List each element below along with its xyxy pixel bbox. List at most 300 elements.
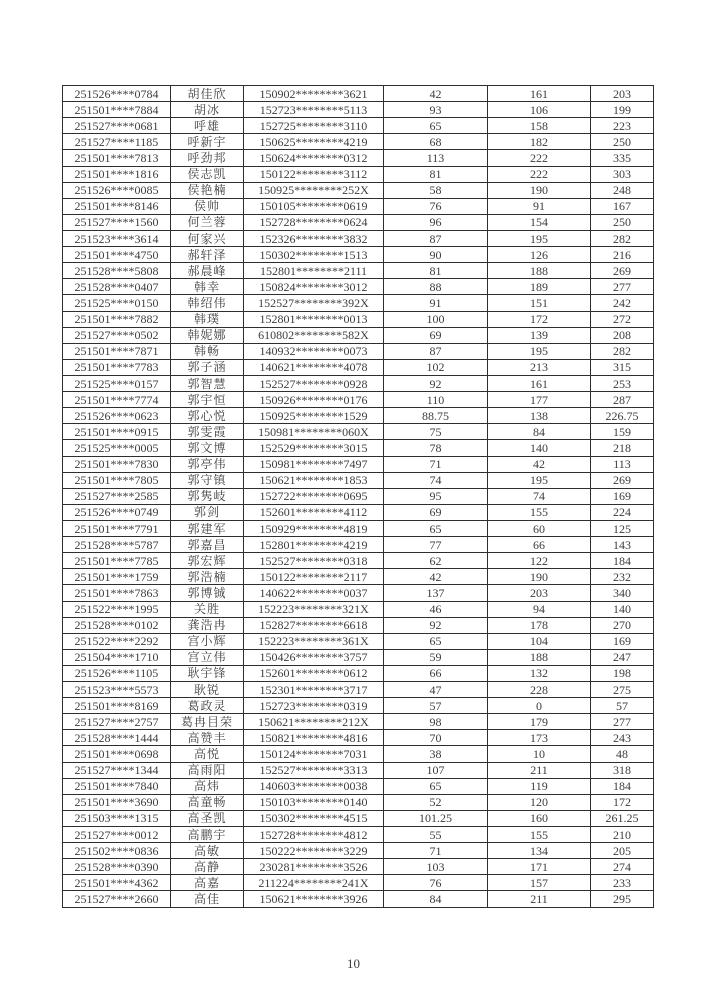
- id-number-cell: 152527********0928: [244, 375, 384, 391]
- table-row: [63, 794, 654, 810]
- id-number-cell: 150981********060X: [244, 424, 384, 440]
- score-b-cell: 177: [488, 392, 591, 408]
- score-b-cell: 161: [488, 86, 591, 102]
- score-a-cell: 107: [384, 762, 488, 778]
- total-score-cell: 250: [591, 134, 654, 150]
- table-row: [63, 875, 654, 891]
- id-number-cell: 152527********392X: [244, 295, 384, 311]
- total-score-cell: 198: [591, 665, 654, 681]
- score-a-cell: 46: [384, 601, 488, 617]
- score-b-cell: 179: [488, 714, 591, 730]
- name-cell: 郭文博: [171, 440, 244, 456]
- score-b-cell: 160: [488, 810, 591, 826]
- name-cell: 高童畅: [171, 794, 244, 810]
- table-row: [63, 456, 654, 472]
- score-b-cell: 222: [488, 166, 591, 182]
- candidate-id-cell: 251527****1560: [63, 214, 171, 230]
- total-score-cell: 184: [591, 553, 654, 569]
- id-number-cell: 152601********0612: [244, 665, 384, 681]
- table-row: [63, 537, 654, 553]
- candidate-id-cell: 251527****2585: [63, 488, 171, 504]
- score-a-cell: 65: [384, 633, 488, 649]
- table-row: [63, 279, 654, 295]
- total-score-cell: 248: [591, 182, 654, 198]
- table-row: [63, 843, 654, 859]
- score-a-cell: 87: [384, 343, 488, 359]
- score-b-cell: 154: [488, 214, 591, 230]
- score-b-cell: 178: [488, 617, 591, 633]
- name-cell: 郭建军: [171, 520, 244, 536]
- score-b-cell: 158: [488, 118, 591, 134]
- score-b-cell: 228: [488, 682, 591, 698]
- candidate-id-cell: 251501****3690: [63, 794, 171, 810]
- table-row: [63, 859, 654, 875]
- table-row: [63, 134, 654, 150]
- score-b-cell: 94: [488, 601, 591, 617]
- name-cell: 高雨阳: [171, 762, 244, 778]
- score-b-cell: 188: [488, 649, 591, 665]
- id-number-cell: 152326********3832: [244, 230, 384, 246]
- total-score-cell: 205: [591, 843, 654, 859]
- id-number-cell: 140932********0073: [244, 343, 384, 359]
- candidate-id-cell: 251526****0085: [63, 182, 171, 198]
- candidate-id-cell: 251502****0836: [63, 843, 171, 859]
- name-cell: 宫小辉: [171, 633, 244, 649]
- table-row: [63, 408, 654, 424]
- candidate-id-cell: 251501****0915: [63, 424, 171, 440]
- total-score-cell: 243: [591, 730, 654, 746]
- score-a-cell: 87: [384, 230, 488, 246]
- score-a-cell: 57: [384, 698, 488, 714]
- candidate-id-cell: 251525****0157: [63, 375, 171, 391]
- name-cell: 龚浩冉: [171, 617, 244, 633]
- table-row: [63, 166, 654, 182]
- score-a-cell: 75: [384, 424, 488, 440]
- total-score-cell: 125: [591, 520, 654, 536]
- score-a-cell: 81: [384, 263, 488, 279]
- score-b-cell: 106: [488, 102, 591, 118]
- score-a-cell: 113: [384, 150, 488, 166]
- name-cell: 郭剑: [171, 504, 244, 520]
- score-b-cell: 134: [488, 843, 591, 859]
- name-cell: 侯志凯: [171, 166, 244, 182]
- score-b-cell: 91: [488, 198, 591, 214]
- table-row: [63, 375, 654, 391]
- score-a-cell: 65: [384, 118, 488, 134]
- score-a-cell: 59: [384, 649, 488, 665]
- id-number-cell: 150122********2117: [244, 569, 384, 585]
- score-a-cell: 110: [384, 392, 488, 408]
- name-cell: 葛冉目荣: [171, 714, 244, 730]
- id-number-cell: 150122********3112: [244, 166, 384, 182]
- name-cell: 关胜: [171, 601, 244, 617]
- candidate-id-cell: 251504****1710: [63, 649, 171, 665]
- table-row: [63, 472, 654, 488]
- candidate-id-cell: 251501****7830: [63, 456, 171, 472]
- id-number-cell: 150625********4219: [244, 134, 384, 150]
- total-score-cell: 272: [591, 311, 654, 327]
- page-number: 10: [347, 956, 360, 971]
- candidate-id-cell: 251501****7863: [63, 585, 171, 601]
- total-score-cell: 199: [591, 102, 654, 118]
- table-row: [63, 198, 654, 214]
- table-row: [63, 585, 654, 601]
- score-a-cell: 96: [384, 214, 488, 230]
- id-number-cell: 152529********3015: [244, 440, 384, 456]
- total-score-cell: 295: [591, 891, 654, 908]
- id-number-cell: 140622********0037: [244, 585, 384, 601]
- score-a-cell: 91: [384, 295, 488, 311]
- score-a-cell: 58: [384, 182, 488, 198]
- name-cell: 郭嘉昌: [171, 537, 244, 553]
- table-row: [63, 214, 654, 230]
- score-b-cell: 195: [488, 472, 591, 488]
- total-score-cell: 269: [591, 472, 654, 488]
- total-score-cell: 218: [591, 440, 654, 456]
- score-b-cell: 140: [488, 440, 591, 456]
- name-cell: 胡佳欣: [171, 86, 244, 102]
- candidate-id-cell: 251501****4750: [63, 247, 171, 263]
- name-cell: 高嘉: [171, 875, 244, 891]
- score-a-cell: 70: [384, 730, 488, 746]
- table-row: [63, 714, 654, 730]
- total-score-cell: 226.75: [591, 408, 654, 424]
- id-number-cell: 150105********0619: [244, 198, 384, 214]
- candidate-id-cell: 251501****7791: [63, 520, 171, 536]
- candidate-id-cell: 251522****1995: [63, 601, 171, 617]
- name-cell: 郭博铖: [171, 585, 244, 601]
- score-a-cell: 69: [384, 504, 488, 520]
- candidate-id-cell: 251523****3614: [63, 230, 171, 246]
- candidate-id-cell: 251526****0784: [63, 86, 171, 102]
- score-a-cell: 102: [384, 359, 488, 375]
- id-number-cell: 150426********3757: [244, 649, 384, 665]
- id-number-cell: 150621********3926: [244, 891, 384, 908]
- candidate-id-cell: 251523****5573: [63, 682, 171, 698]
- score-b-cell: 157: [488, 875, 591, 891]
- score-b-cell: 171: [488, 859, 591, 875]
- name-cell: 郭亭伟: [171, 456, 244, 472]
- score-b-cell: 195: [488, 343, 591, 359]
- score-b-cell: 189: [488, 279, 591, 295]
- table-row: [63, 778, 654, 794]
- score-a-cell: 42: [384, 569, 488, 585]
- name-cell: 高炜: [171, 778, 244, 794]
- name-cell: 何家兴: [171, 230, 244, 246]
- table-row: [63, 569, 654, 585]
- table-row: [63, 182, 654, 198]
- table-row: [63, 762, 654, 778]
- score-a-cell: 137: [384, 585, 488, 601]
- total-score-cell: 172: [591, 794, 654, 810]
- score-b-cell: 84: [488, 424, 591, 440]
- score-b-cell: 104: [488, 633, 591, 649]
- score-b-cell: 139: [488, 327, 591, 343]
- total-score-cell: 303: [591, 166, 654, 182]
- total-score-cell: 208: [591, 327, 654, 343]
- score-a-cell: 47: [384, 682, 488, 698]
- score-b-cell: 10: [488, 746, 591, 762]
- table-row: [63, 440, 654, 456]
- name-cell: 耿宇锋: [171, 665, 244, 681]
- name-cell: 郭隽岐: [171, 488, 244, 504]
- table-row: [63, 488, 654, 504]
- name-cell: 韩妮娜: [171, 327, 244, 343]
- name-cell: 高静: [171, 859, 244, 875]
- id-number-cell: 150621********212X: [244, 714, 384, 730]
- table-row: [63, 682, 654, 698]
- score-b-cell: 138: [488, 408, 591, 424]
- total-score-cell: 242: [591, 295, 654, 311]
- candidate-id-cell: 251528****0390: [63, 859, 171, 875]
- candidate-id-cell: 251528****0407: [63, 279, 171, 295]
- id-number-cell: 140603********0038: [244, 778, 384, 794]
- score-a-cell: 65: [384, 778, 488, 794]
- total-score-cell: 224: [591, 504, 654, 520]
- total-score-cell: 233: [591, 875, 654, 891]
- table-row: [63, 359, 654, 375]
- candidate-id-cell: 251528****1444: [63, 730, 171, 746]
- candidate-id-cell: 251501****7805: [63, 472, 171, 488]
- id-number-cell: 152527********0318: [244, 553, 384, 569]
- table-row: [63, 698, 654, 714]
- score-b-cell: 222: [488, 150, 591, 166]
- table-row: [63, 665, 654, 681]
- total-score-cell: 113: [591, 456, 654, 472]
- total-score-cell: 275: [591, 682, 654, 698]
- candidate-id-cell: 251501****7884: [63, 102, 171, 118]
- score-b-cell: 155: [488, 827, 591, 843]
- table-row: [63, 295, 654, 311]
- total-score-cell: 287: [591, 392, 654, 408]
- candidate-id-cell: 251501****7871: [63, 343, 171, 359]
- name-cell: 韩幸: [171, 279, 244, 295]
- id-number-cell: 150981********7497: [244, 456, 384, 472]
- total-score-cell: 57: [591, 698, 654, 714]
- total-score-cell: 269: [591, 263, 654, 279]
- name-cell: 郭守镇: [171, 472, 244, 488]
- id-number-cell: 150302********1513: [244, 247, 384, 263]
- name-cell: 郭智慧: [171, 375, 244, 391]
- id-number-cell: 150302********4515: [244, 810, 384, 826]
- id-number-cell: 150929********4819: [244, 520, 384, 536]
- score-b-cell: 173: [488, 730, 591, 746]
- table-row: [63, 102, 654, 118]
- score-b-cell: 213: [488, 359, 591, 375]
- candidate-id-cell: 251527****0502: [63, 327, 171, 343]
- score-a-cell: 100: [384, 311, 488, 327]
- name-cell: 高佳: [171, 891, 244, 908]
- score-b-cell: 203: [488, 585, 591, 601]
- id-number-cell: 150124********7031: [244, 746, 384, 762]
- table-row: [63, 746, 654, 762]
- candidate-id-cell: 251501****0698: [63, 746, 171, 762]
- name-cell: 高赞丰: [171, 730, 244, 746]
- score-b-cell: 155: [488, 504, 591, 520]
- id-number-cell: 152723********0319: [244, 698, 384, 714]
- name-cell: 郭浩楠: [171, 569, 244, 585]
- candidate-id-cell: 251501****8146: [63, 198, 171, 214]
- score-a-cell: 81: [384, 166, 488, 182]
- id-number-cell: 230281********3526: [244, 859, 384, 875]
- score-a-cell: 74: [384, 472, 488, 488]
- total-score-cell: 261.25: [591, 810, 654, 826]
- total-score-cell: 253: [591, 375, 654, 391]
- id-number-cell: 150103********0140: [244, 794, 384, 810]
- name-cell: 高圣凯: [171, 810, 244, 826]
- id-number-cell: 211224********241X: [244, 875, 384, 891]
- candidate-id-cell: 251525****0005: [63, 440, 171, 456]
- candidate-id-cell: 251501****7813: [63, 150, 171, 166]
- score-a-cell: 68: [384, 134, 488, 150]
- score-a-cell: 62: [384, 553, 488, 569]
- table-row: [63, 392, 654, 408]
- table-row: [63, 504, 654, 520]
- table-row: [63, 520, 654, 536]
- table-row: [63, 617, 654, 633]
- score-b-cell: 151: [488, 295, 591, 311]
- candidate-id-cell: 251527****1185: [63, 134, 171, 150]
- name-cell: 呼雄: [171, 118, 244, 134]
- total-score-cell: 216: [591, 247, 654, 263]
- total-score-cell: 282: [591, 343, 654, 359]
- score-a-cell: 88: [384, 279, 488, 295]
- score-a-cell: 66: [384, 665, 488, 681]
- name-cell: 侯帅: [171, 198, 244, 214]
- id-number-cell: 152728********0624: [244, 214, 384, 230]
- name-cell: 呼劲邦: [171, 150, 244, 166]
- id-number-cell: 150925********252X: [244, 182, 384, 198]
- score-b-cell: 74: [488, 488, 591, 504]
- score-a-cell: 77: [384, 537, 488, 553]
- candidate-id-cell: 251501****7774: [63, 392, 171, 408]
- id-number-cell: 150824********3012: [244, 279, 384, 295]
- table-row: [63, 424, 654, 440]
- total-score-cell: 184: [591, 778, 654, 794]
- id-number-cell: 152722********0695: [244, 488, 384, 504]
- table-row: [63, 343, 654, 359]
- name-cell: 高悦: [171, 746, 244, 762]
- table-row: [63, 827, 654, 843]
- score-b-cell: 60: [488, 520, 591, 536]
- candidate-id-cell: 251525****0150: [63, 295, 171, 311]
- candidate-id-cell: 251526****0749: [63, 504, 171, 520]
- id-number-cell: 152601********4112: [244, 504, 384, 520]
- id-number-cell: 152223********361X: [244, 633, 384, 649]
- total-score-cell: 277: [591, 714, 654, 730]
- table-row: [63, 649, 654, 665]
- id-number-cell: 150821********4816: [244, 730, 384, 746]
- id-number-cell: 610802********582X: [244, 327, 384, 343]
- total-score-cell: 282: [591, 230, 654, 246]
- name-cell: 胡冰: [171, 102, 244, 118]
- candidate-id-cell: 251501****8169: [63, 698, 171, 714]
- total-score-cell: 169: [591, 488, 654, 504]
- score-b-cell: 119: [488, 778, 591, 794]
- candidate-id-cell: 251501****4362: [63, 875, 171, 891]
- score-b-cell: 211: [488, 891, 591, 908]
- table-row: [63, 553, 654, 569]
- name-cell: 郭宇恒: [171, 392, 244, 408]
- id-number-cell: 152801********0013: [244, 311, 384, 327]
- id-number-cell: 150621********1853: [244, 472, 384, 488]
- score-a-cell: 71: [384, 843, 488, 859]
- id-number-cell: 152827********6618: [244, 617, 384, 633]
- name-cell: 郝晨峰: [171, 263, 244, 279]
- total-score-cell: 169: [591, 633, 654, 649]
- id-number-cell: 152301********3717: [244, 682, 384, 698]
- score-b-cell: 66: [488, 537, 591, 553]
- score-a-cell: 92: [384, 617, 488, 633]
- score-b-cell: 120: [488, 794, 591, 810]
- score-b-cell: 172: [488, 311, 591, 327]
- total-score-cell: 247: [591, 649, 654, 665]
- candidate-id-cell: 251528****5787: [63, 537, 171, 553]
- id-number-cell: 150624********0312: [244, 150, 384, 166]
- table-row: [63, 311, 654, 327]
- score-table: [62, 85, 654, 908]
- score-table-body: [63, 86, 654, 908]
- id-number-cell: 150902********3621: [244, 86, 384, 102]
- id-number-cell: 150222********3229: [244, 843, 384, 859]
- score-b-cell: 132: [488, 665, 591, 681]
- candidate-id-cell: 251526****1105: [63, 665, 171, 681]
- name-cell: 韩畅: [171, 343, 244, 359]
- candidate-id-cell: 251527****2660: [63, 891, 171, 908]
- score-a-cell: 52: [384, 794, 488, 810]
- name-cell: 宫立伟: [171, 649, 244, 665]
- score-a-cell: 76: [384, 875, 488, 891]
- score-b-cell: 188: [488, 263, 591, 279]
- id-number-cell: 152223********321X: [244, 601, 384, 617]
- candidate-id-cell: 251501****1816: [63, 166, 171, 182]
- score-b-cell: 161: [488, 375, 591, 391]
- candidate-id-cell: 251503****1315: [63, 810, 171, 826]
- candidate-id-cell: 251527****0681: [63, 118, 171, 134]
- total-score-cell: 274: [591, 859, 654, 875]
- score-b-cell: 182: [488, 134, 591, 150]
- name-cell: 侯艳楠: [171, 182, 244, 198]
- score-a-cell: 90: [384, 247, 488, 263]
- id-number-cell: 150925********1529: [244, 408, 384, 424]
- candidate-id-cell: 251526****0623: [63, 408, 171, 424]
- id-number-cell: 140621********4078: [244, 359, 384, 375]
- score-b-cell: 190: [488, 182, 591, 198]
- score-a-cell: 84: [384, 891, 488, 908]
- score-b-cell: 0: [488, 698, 591, 714]
- id-number-cell: 152723********5113: [244, 102, 384, 118]
- name-cell: 郭心悦: [171, 408, 244, 424]
- table-row: [63, 118, 654, 134]
- candidate-id-cell: 251527****1344: [63, 762, 171, 778]
- score-a-cell: 38: [384, 746, 488, 762]
- score-a-cell: 65: [384, 520, 488, 536]
- total-score-cell: 140: [591, 601, 654, 617]
- candidate-id-cell: 251528****5808: [63, 263, 171, 279]
- name-cell: 高鹏宇: [171, 827, 244, 843]
- score-a-cell: 101.25: [384, 810, 488, 826]
- score-a-cell: 78: [384, 440, 488, 456]
- table-row: [63, 601, 654, 617]
- total-score-cell: 340: [591, 585, 654, 601]
- score-a-cell: 98: [384, 714, 488, 730]
- total-score-cell: 167: [591, 198, 654, 214]
- total-score-cell: 203: [591, 86, 654, 102]
- candidate-id-cell: 251527****0012: [63, 827, 171, 843]
- candidate-id-cell: 251527****2757: [63, 714, 171, 730]
- table-row: [63, 263, 654, 279]
- candidate-id-cell: 251501****7840: [63, 778, 171, 794]
